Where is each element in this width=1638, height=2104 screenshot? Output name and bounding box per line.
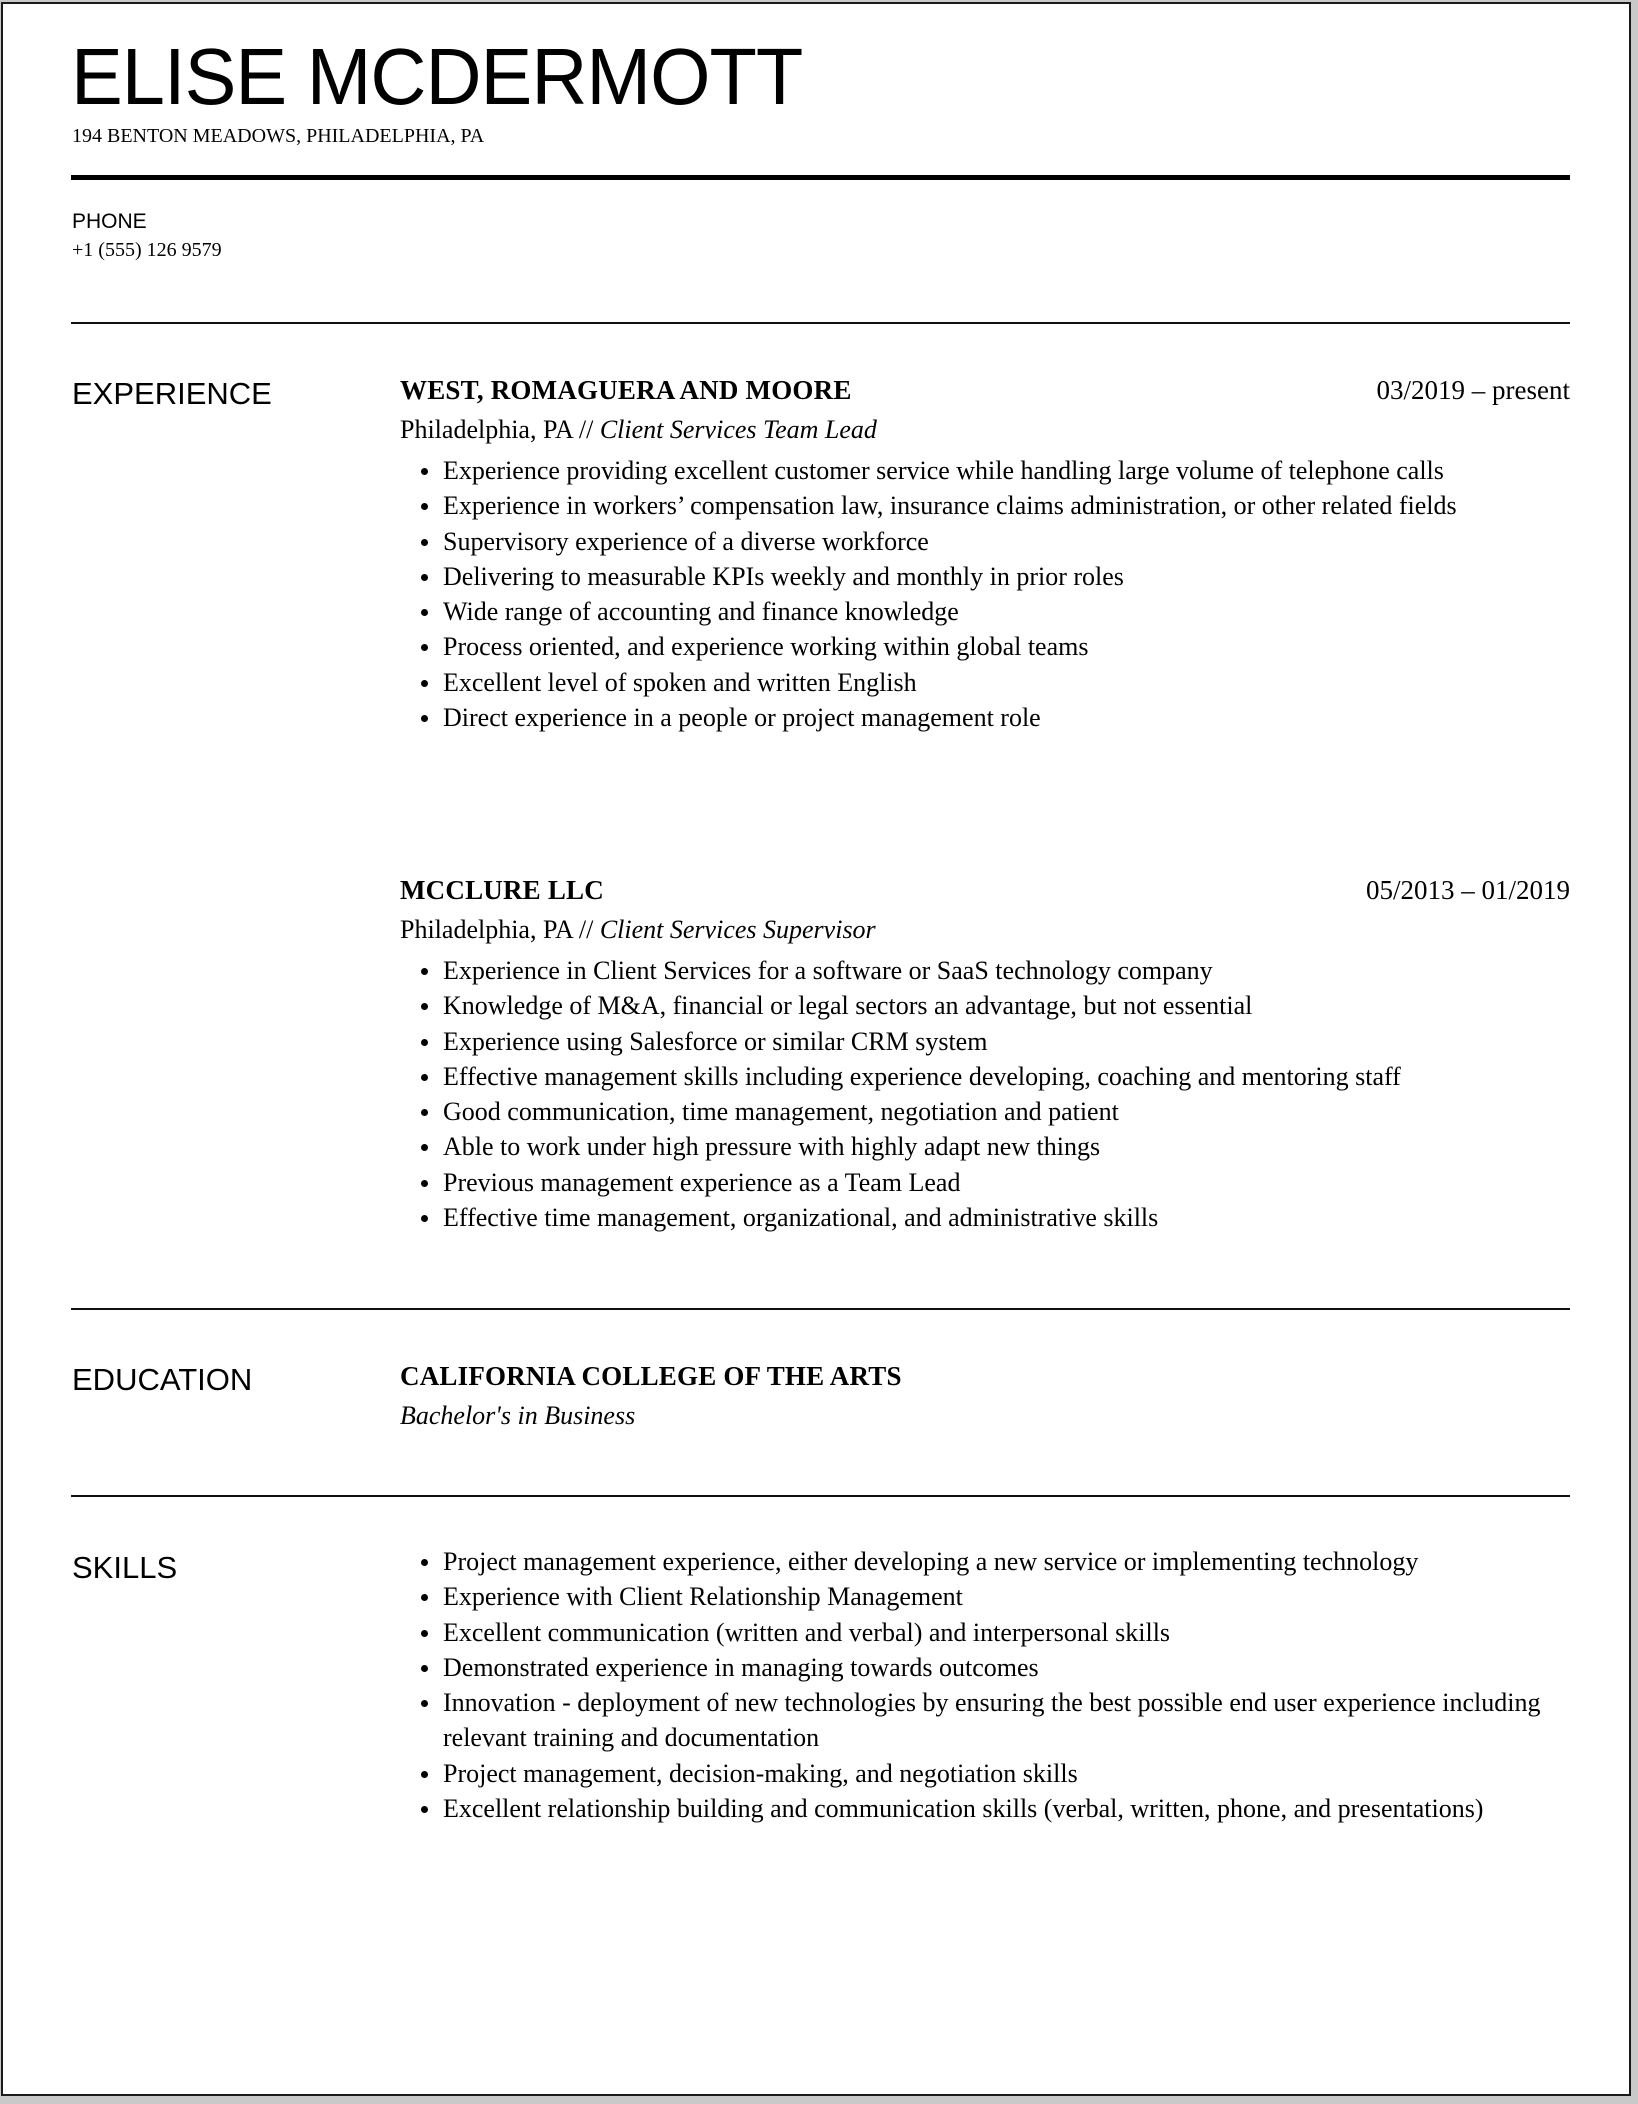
candidate-name: ELISE MCDERMOTT <box>71 32 803 121</box>
list-item: Effective time management, organizational, and administrative skills <box>400 1200 1570 1235</box>
list-item: Effective management skills including experience developing, coaching and mentoring staff <box>400 1059 1570 1094</box>
job-location: Philadelphia, PA <box>400 415 573 444</box>
list-item: Good communication, time management, negotiation and patient <box>400 1094 1570 1129</box>
skills-list-container <box>400 1544 1570 1826</box>
job-bullets <box>400 953 1570 1235</box>
list-item: Able to work under high pressure with highly adapt new things <box>400 1129 1570 1164</box>
list-item: Wide range of accounting and finance knowledge <box>400 594 1570 629</box>
job-entry <box>400 371 1570 735</box>
list-item: Knowledge of M&A, financial or legal sectors an advantage, but not essential <box>400 988 1570 1023</box>
list-item: Experience providing excellent customer service while handling large volume of telephone calls <box>400 453 1570 488</box>
job-role: Client Services Supervisor <box>599 915 876 944</box>
section-divider <box>71 322 1570 324</box>
list-item: Excellent level of spoken and written English <box>400 665 1570 700</box>
skills-heading: SKILLS <box>72 1550 178 1585</box>
skills-list <box>400 1544 1570 1826</box>
list-item: Previous management experience as a Team Lead <box>400 1165 1570 1200</box>
list-item: Excellent communication (written and verbal) and interpersonal skills <box>400 1615 1570 1650</box>
education-heading: EDUCATION <box>72 1362 253 1397</box>
list-item: Experience in workers’ compensation law, insurance claims administration, or other related fields <box>400 488 1570 523</box>
list-item: Project management experience, either developing a new service or implementing technology <box>400 1544 1570 1579</box>
school-name: CALIFORNIA COLLEGE OF THE ARTS <box>400 1361 902 1391</box>
list-item: Experience using Salesforce or similar CRM system <box>400 1024 1570 1059</box>
resume-page <box>1 2 1631 2096</box>
job-entry <box>400 871 1570 1235</box>
job-dates: 03/2019 – present <box>1376 375 1570 405</box>
job-dates: 05/2013 – 01/2019 <box>1365 875 1570 905</box>
list-item: Supervisory experience of a diverse workforce <box>400 524 1570 559</box>
job-location-role <box>400 411 1570 449</box>
phone-value: +1 (555) 126 9579 <box>72 239 222 261</box>
separator: // <box>578 415 594 444</box>
list-item: Process oriented, and experience working within global teams <box>400 629 1570 664</box>
degree: Bachelor's in Business <box>400 1401 636 1430</box>
job-location: Philadelphia, PA <box>400 915 573 944</box>
job-header <box>400 371 1570 409</box>
company-name: WEST, ROMAGUERA AND MOORE <box>400 375 852 405</box>
list-item: Delivering to measurable KPIs weekly and monthly in prior roles <box>400 559 1570 594</box>
phone-label: PHONE <box>72 210 147 233</box>
education-entry <box>400 1357 1570 1435</box>
job-bullets <box>400 453 1570 735</box>
company-name: MCCLURE LLC <box>400 875 604 905</box>
separator: // <box>578 915 594 944</box>
list-item: Excellent relationship building and communication skills (verbal, written, phone, and presentations) <box>400 1791 1570 1826</box>
list-item: Demonstrated experience in managing towards outcomes <box>400 1650 1570 1685</box>
list-item: Innovation - deployment of new technologies by ensuring the best possible end user experience including relevant training and documentation <box>400 1685 1570 1756</box>
list-item: Project management, decision-making, and negotiation skills <box>400 1756 1570 1791</box>
section-divider <box>71 1308 1570 1310</box>
header-divider <box>71 175 1570 180</box>
list-item: Experience in Client Services for a software or SaaS technology company <box>400 953 1570 988</box>
candidate-address: 194 BENTON MEADOWS, PHILADELPHIA, PA <box>72 125 485 147</box>
list-item: Experience with Client Relationship Management <box>400 1579 1570 1614</box>
job-header <box>400 871 1570 909</box>
section-divider <box>71 1495 1570 1497</box>
job-role: Client Services Team Lead <box>599 415 877 444</box>
experience-heading: EXPERIENCE <box>72 376 272 411</box>
list-item: Direct experience in a people or project management role <box>400 700 1570 735</box>
job-location-role <box>400 911 1570 949</box>
